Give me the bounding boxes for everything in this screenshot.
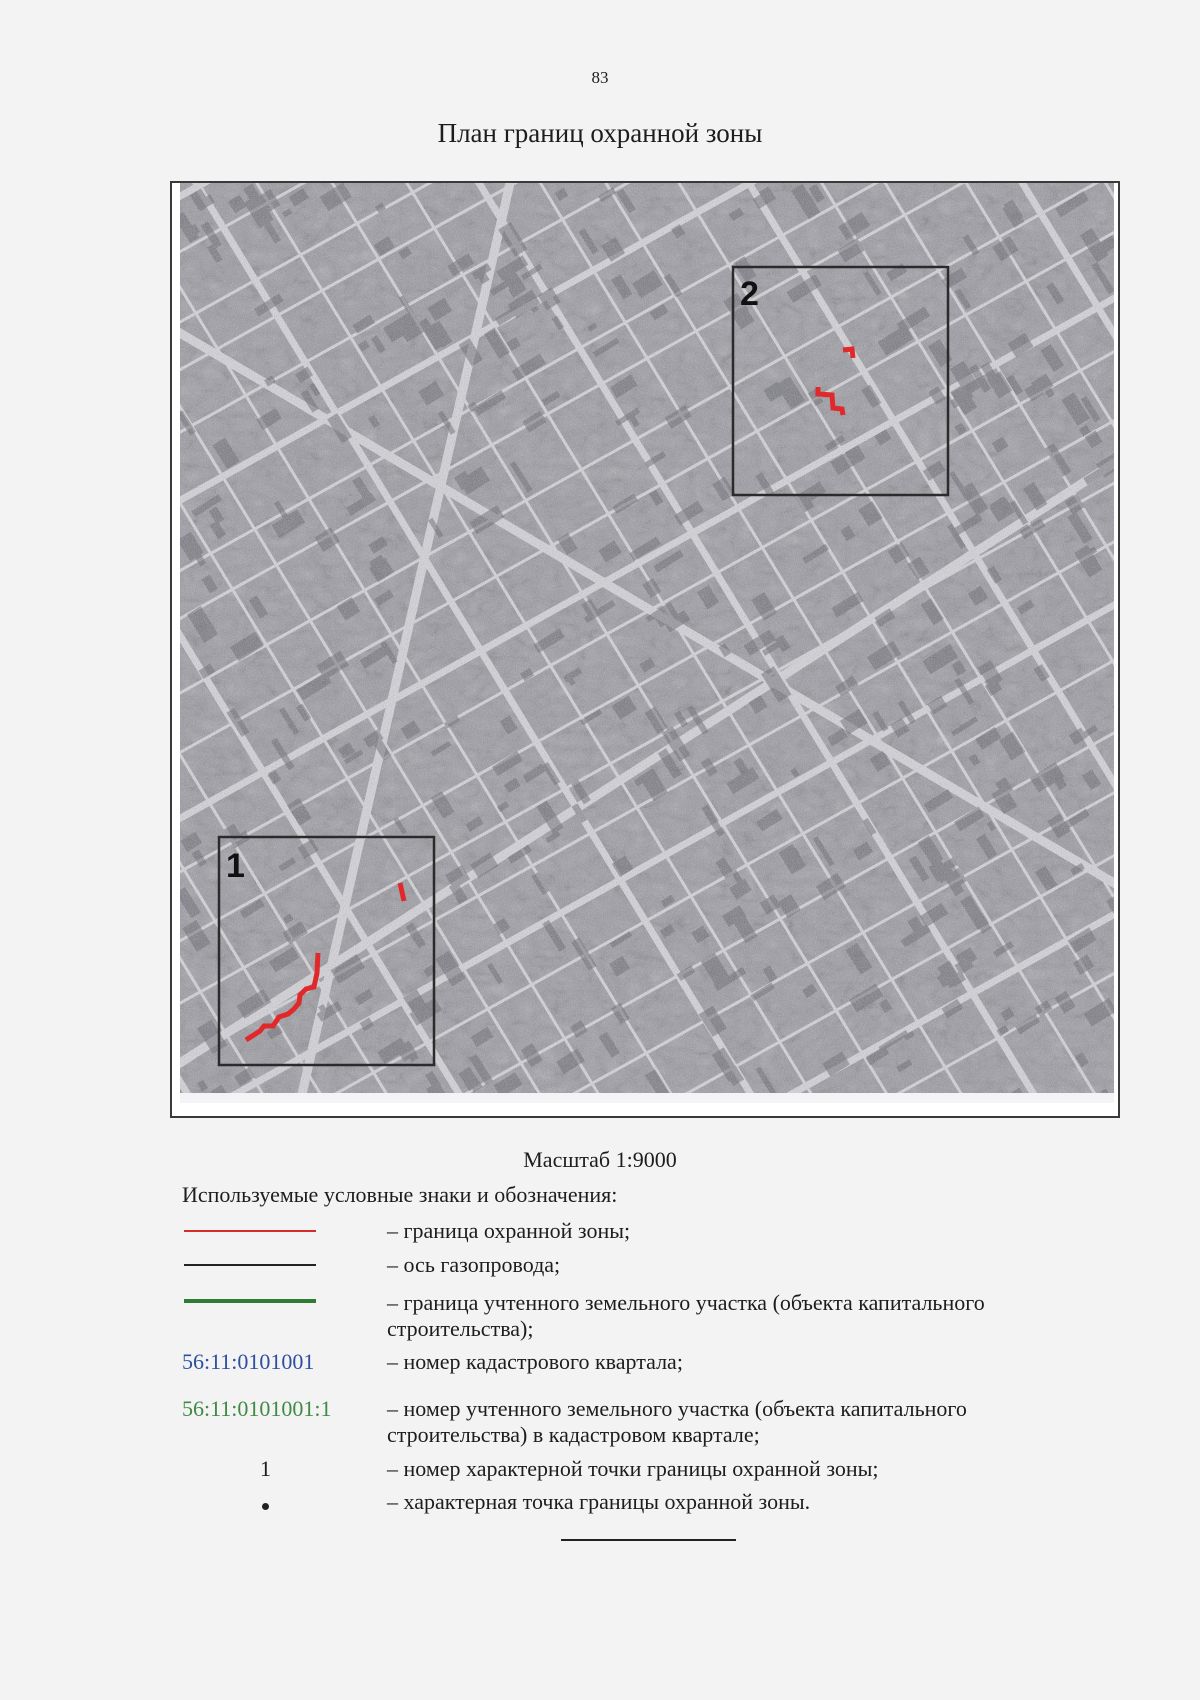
legend-symbol [182, 1489, 357, 1523]
legend-text: – характерная точка границы охранной зоны. [387, 1489, 811, 1514]
cadastral-quarter-code: 56:11:0101001 [182, 1349, 315, 1374]
legend-text: – граница учтенного земельного участка (объекта капитального строительства); [387, 1290, 985, 1341]
page-title: План границ охранной зоны [437, 118, 763, 148]
frame-2-label: 2 [740, 275, 759, 313]
white-bottom-strip [180, 1093, 1114, 1103]
legend-symbol [182, 1456, 357, 1490]
frame-1-label: 1 [226, 847, 245, 885]
legend-text: – ось газопровода; [387, 1252, 561, 1277]
legend-item-pipeline-axis [182, 1252, 1082, 1292]
legend-item-land-plot-number [182, 1396, 1082, 1456]
legend-symbol [182, 1290, 357, 1324]
legend-title: Используемые условные знаки и обозначения: [182, 1182, 618, 1207]
imagery-grain [180, 183, 1114, 1103]
aerial-map[interactable] [180, 183, 1114, 1103]
legend-item-cadastral-quarter [182, 1349, 1082, 1389]
footer-rule [561, 1539, 736, 1541]
legend-symbol [182, 1349, 357, 1383]
protection-zone-line-swatch [184, 1230, 316, 1232]
legend-text: – номер характерной точки границы охранной зоны; [387, 1456, 879, 1481]
point-number-sample: 1 [260, 1456, 271, 1481]
legend-symbol [182, 1252, 357, 1286]
legend-symbol [182, 1396, 357, 1430]
map-frame[interactable] [170, 181, 1120, 1118]
legend-text: – граница охранной зоны; [387, 1218, 631, 1243]
legend-symbol [182, 1218, 357, 1252]
land-plot-code: 56:11:0101001:1 [182, 1396, 332, 1421]
legend-text: – номер кадастрового квартала; [387, 1349, 683, 1374]
legend-item-land-plot-border [182, 1290, 1082, 1350]
pipeline-axis-line-swatch [184, 1264, 316, 1266]
legend-item-characteristic-point [182, 1489, 1082, 1529]
land-plot-border-line-swatch [184, 1299, 316, 1303]
characteristic-point-dot [262, 1503, 269, 1510]
page-number: 83 [591, 68, 609, 87]
scale-label: Масштаб 1:9000 [523, 1147, 677, 1172]
legend-text: – номер учтенного земельного участка (объекта капитального строительства) в кадастровом квартале; [387, 1396, 967, 1447]
